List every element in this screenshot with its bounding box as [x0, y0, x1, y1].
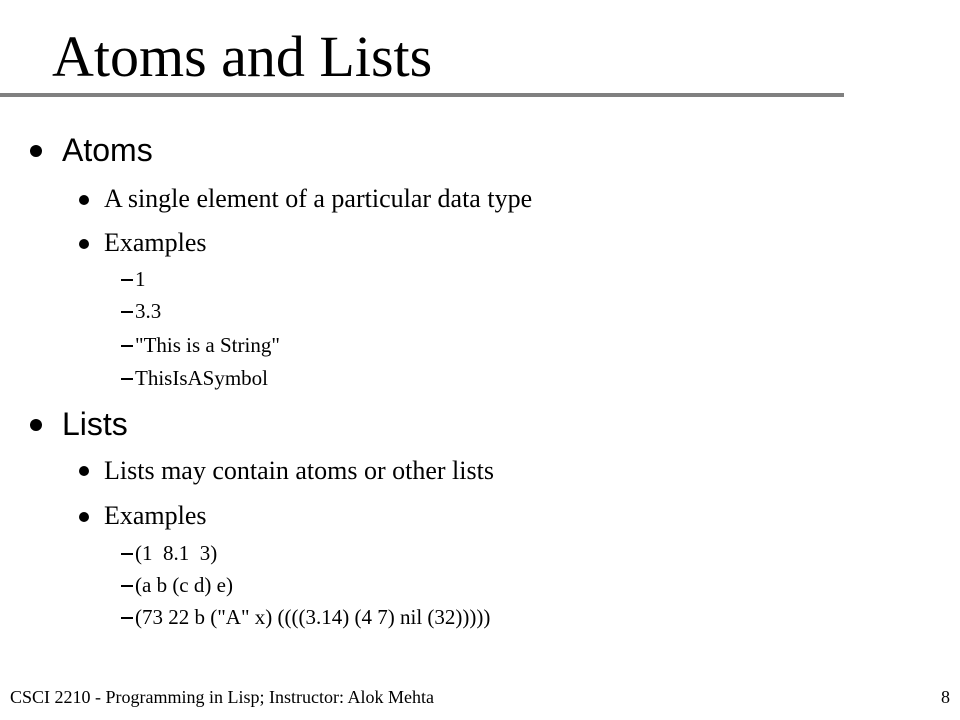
footer-text: CSCI 2210 - Programming in Lisp; Instructor: Alok Mehta: [10, 687, 434, 707]
bullet-icon: [79, 239, 89, 249]
slide-title: Atoms and Lists: [52, 24, 433, 89]
bullet-icon: [79, 195, 89, 205]
bullet-icon: [79, 466, 89, 476]
page-number: 8: [941, 687, 950, 707]
lists-example: (a b (c d) e): [135, 573, 233, 597]
atoms-example: ThisIsASymbol: [135, 366, 269, 390]
bullet-icon: [30, 419, 42, 431]
title-underline: [0, 93, 844, 97]
atoms-example: 1: [135, 267, 146, 291]
section-heading-lists: Lists: [62, 406, 128, 442]
atoms-item-definition: A single element of a particular data type: [104, 184, 533, 213]
lists-item-definition: Lists may contain atoms or other lists: [104, 456, 494, 485]
lists-item-examples: Examples: [104, 501, 207, 530]
bullet-icon: [30, 145, 42, 157]
atoms-example: 3.3: [135, 299, 162, 323]
atoms-example: "This is a String": [135, 333, 280, 357]
lists-example: (73 22 b ("A" x) ((((3.14) (4 7) nil (32))))): [135, 605, 491, 629]
atoms-item-examples: Examples: [104, 228, 207, 257]
lists-example: (1 8.1 3): [135, 541, 218, 565]
section-heading-atoms: Atoms: [62, 132, 153, 168]
bullet-icon: [79, 512, 89, 522]
